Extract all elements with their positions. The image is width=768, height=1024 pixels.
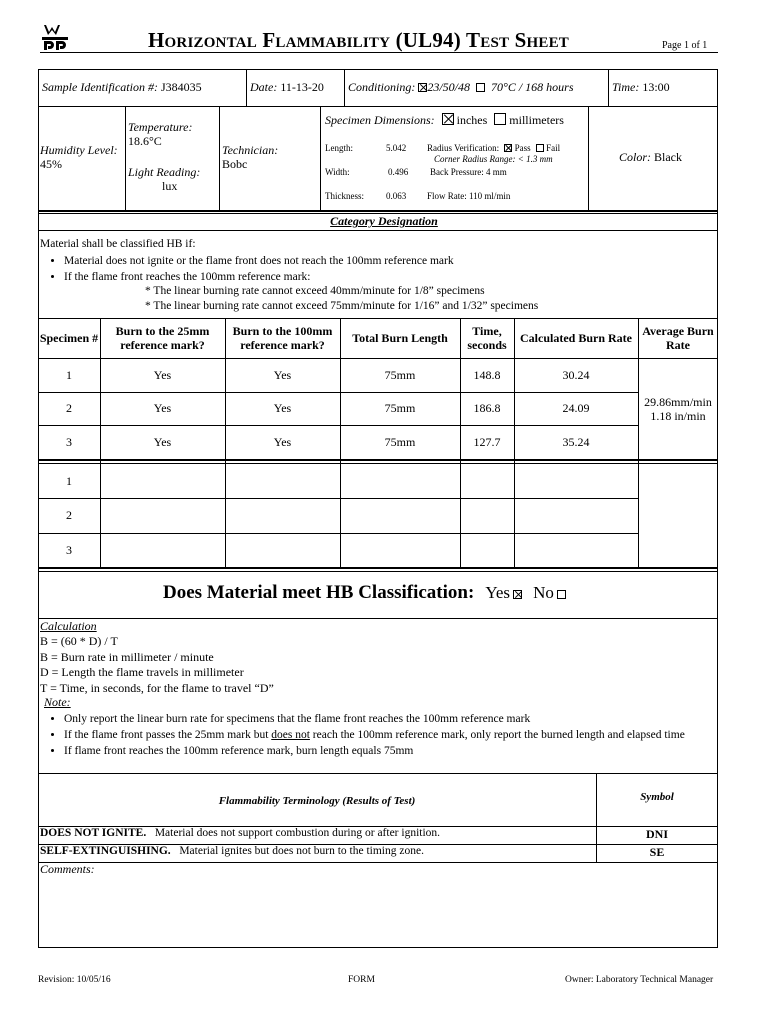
row3-specimen: 3 (66, 434, 72, 449)
radius-verification: Radius Verification: Pass Fail (427, 143, 561, 153)
row1-specimen: 1 (66, 367, 72, 382)
header-burn25: Burn to the 25mm reference mark? (115, 324, 210, 352)
category-heading: Category Designation (330, 214, 438, 228)
category-intro: Material shall be classified HB if: (40, 238, 196, 250)
time: Time: 13:00 (612, 80, 670, 94)
calculation-formula: B = (60 * D) / T (40, 634, 118, 648)
back-pressure: Back Pressure: 4 mm (430, 167, 507, 177)
row3-burn100[interactable]: Yes (273, 434, 292, 449)
average-burn-rate (638, 358, 718, 459)
width-label: Width: (325, 167, 350, 177)
average-in[interactable]: 1.18 in/min (650, 408, 706, 423)
header-burn100: Burn to the 100mm reference mark? (232, 324, 333, 352)
average-mm[interactable]: 29.86mm/min (644, 394, 712, 409)
header-specimen: Specimen # (39, 331, 99, 345)
humidity: Humidity Level: 45% (40, 143, 118, 171)
conditioning-option2-checkbox[interactable] (476, 83, 485, 92)
row3-length[interactable]: 75mm (384, 434, 416, 449)
category-sub: * The linear burning rate cannot exceed 40mm/minute for 1/8” specimens (145, 285, 485, 297)
row1-rate[interactable]: 30.24 (562, 367, 590, 382)
specimen-dimensions: Specimen Dimensions: inches millimeters (325, 113, 564, 127)
row1-length[interactable]: 75mm (384, 367, 416, 382)
se-row: SELF-EXTINGUISHING. Material ignites but does not burn to the timing zone. (40, 845, 424, 857)
company-logo (40, 24, 70, 50)
note-bullet: • Only report the linear burn rate for specimens that the flame front reaches the 100mm reference mark (64, 711, 724, 727)
flow-rate: Flow Rate: 110 ml/min (427, 191, 511, 201)
row1-burn100[interactable]: Yes (273, 367, 292, 382)
form-frame (38, 69, 718, 948)
time-value[interactable]: 13:00 (642, 80, 670, 94)
row2-length[interactable]: 75mm (384, 401, 416, 415)
header-calculated-rate: Calculated Burn Rate (520, 331, 632, 345)
corner-radius: Corner Radius Range: < 1.3 mm (434, 154, 553, 164)
row2-time[interactable]: 186.8 (473, 401, 501, 415)
sample-id: Sample Identification #: J384035 (42, 80, 202, 94)
blank-row-specimen: 1 (66, 473, 72, 488)
temperature: Temperature: 18.6°C (128, 120, 193, 148)
pass-checkbox[interactable] (504, 144, 512, 152)
dni-row: DOES NOT IGNITE. Material does not support combustion during or after ignition. (40, 827, 441, 839)
hb-classification: Does Material meet HB Classification: Yes No (163, 582, 566, 604)
footer-revision: Revision: 10/05/16 (38, 975, 111, 985)
blank-row-specimen: 3 (66, 542, 72, 557)
row2-burn25[interactable]: Yes (153, 401, 172, 415)
conditioning-option1-checkbox[interactable] (418, 83, 427, 92)
sample-id-value[interactable]: J384035 (160, 80, 202, 94)
page-title: HORIZONTAL FLAMMABILITY (UL94) TEST SHEET (148, 28, 570, 52)
se-symbol: SE (649, 845, 665, 859)
calculation-block (40, 634, 274, 696)
row2-burn100[interactable]: Yes (273, 401, 292, 415)
footer-form: FORM (348, 975, 375, 985)
temperature-value[interactable]: 18.6°C (128, 134, 162, 148)
row2-specimen: 2 (66, 401, 72, 415)
light-reading: Light Reading: lux (128, 165, 201, 193)
header-time: Time, seconds (467, 324, 507, 352)
length-label: Length: (325, 143, 353, 153)
technician-value[interactable]: Bobc (222, 157, 248, 171)
light-value[interactable]: lux (162, 179, 178, 193)
title-rule (40, 52, 718, 53)
page-number: Page 1 of 1 (662, 40, 708, 51)
blank-row-specimen: 2 (66, 508, 72, 522)
hb-yes-checkbox[interactable] (513, 590, 522, 599)
calculation-heading: Calculation (40, 619, 97, 633)
calculation-line: D = Length the flame travels in millimeter (40, 665, 244, 679)
category-bullet: • If the flame front reaches the 100mm reference mark: (64, 269, 454, 285)
footer-owner: Owner: Laboratory Technical Manager (565, 975, 714, 985)
row3-rate[interactable]: 35.24 (562, 434, 590, 449)
calculation-line: B = Burn rate in millimeter / minute (40, 649, 214, 664)
date-value[interactable]: 11-13-20 (280, 80, 324, 94)
thickness-label: Thickness: (325, 191, 364, 201)
terminology-heading: Flammability Terminology (Results of Test) (218, 795, 416, 807)
width-value[interactable]: 0.496 (388, 167, 409, 177)
inches-checkbox[interactable] (442, 113, 454, 125)
category-bullet: • Material does not ignite or the flame front does not reach the 100mm reference mark (64, 253, 454, 269)
comments-field[interactable] (40, 878, 716, 946)
row1-burn25[interactable]: Yes (153, 367, 172, 382)
conditioning: Conditioning: 23/50/48 70°C / 168 hours (348, 80, 574, 94)
millimeters-checkbox[interactable] (494, 113, 506, 125)
row1-time[interactable]: 148.8 (473, 367, 501, 382)
row3-time[interactable]: 127.7 (473, 434, 501, 449)
hb-no-checkbox[interactable] (557, 590, 566, 599)
note-list (18, 711, 724, 759)
length-value[interactable]: 5.042 (386, 143, 407, 153)
header-average-rate: Average Burn Rate (642, 324, 714, 352)
comments-label: Comments: (40, 862, 95, 876)
header-total-length: Total Burn Length (352, 331, 448, 345)
color-value[interactable]: Black (654, 150, 683, 164)
thickness-value[interactable]: 0.063 (386, 191, 407, 201)
humidity-value[interactable]: 45% (40, 157, 62, 171)
symbol-heading: Symbol (640, 791, 674, 803)
category-sub: * The linear burning rate cannot exceed 75mm/minute for 1/16” and 1/32” specimens (145, 300, 539, 312)
row3-burn25[interactable]: Yes (153, 434, 172, 449)
category-list (18, 253, 454, 285)
calculation-line: T = Time, in seconds, for the flame to travel “D” (40, 680, 274, 695)
note-heading: Note: (44, 695, 71, 709)
dni-symbol: DNI (645, 827, 668, 841)
technician: Technician: Bobc (222, 143, 279, 171)
note-bullet: • If the flame front passes the 25mm mark but does not reach the 100mm reference mark, only report the burned length and elapsed time (64, 727, 724, 743)
fail-checkbox[interactable] (536, 144, 544, 152)
color: Color: Black (619, 150, 683, 164)
note-bullet: • If flame front reaches the 100mm reference mark, burn length equals 75mm (64, 743, 724, 759)
date: Date: 11-13-20 (250, 80, 324, 94)
row2-rate[interactable]: 24.09 (562, 401, 590, 415)
